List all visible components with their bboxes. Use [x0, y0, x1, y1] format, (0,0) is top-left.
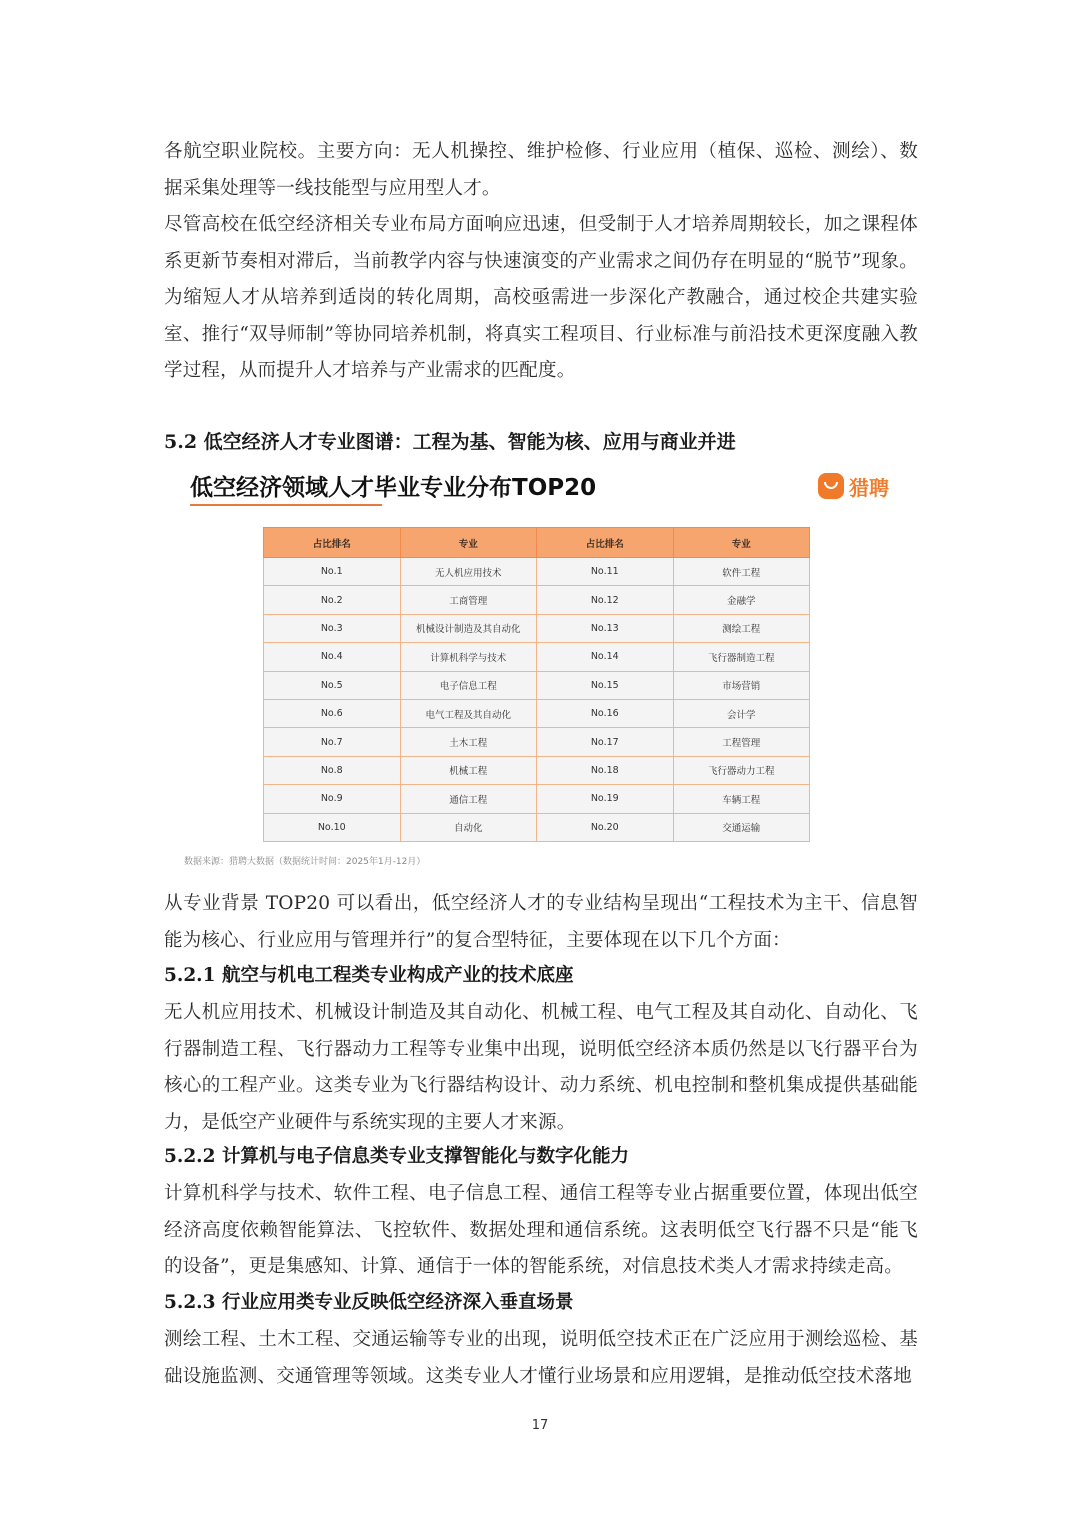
cell-rank-left: No.2	[264, 586, 401, 614]
table-row	[264, 699, 810, 727]
cell-rank-right: No.14	[537, 643, 674, 671]
header-major-right: 专业	[673, 528, 810, 558]
figure-title: 低空经济领域人才毕业专业分布TOP20	[190, 475, 597, 501]
table-row	[264, 614, 810, 642]
paragraph-vocational-colleges: 各航空职业院校。主要方向：无人机操控、维护检修、行业应用（植保、巡检、测绘）、数据采集处理等一线技能型与应用型人才。	[164, 141, 918, 199]
cell-major-left: 自动化	[400, 813, 537, 841]
cell-major-right: 交通运输	[673, 813, 810, 841]
paragraph-application-majors: 测绘工程、土木工程、交通运输等专业的出现，说明低空技术正在广泛应用于测绘巡检、基础设施监测、交通管理等领域。这类专业人才懂行业场景和应用逻辑，是推动低空技术落地	[164, 1329, 918, 1387]
cell-major-left: 电子信息工程	[400, 671, 537, 699]
table-row	[264, 728, 810, 756]
table-row	[264, 813, 810, 841]
cell-major-left: 机械工程	[400, 756, 537, 784]
liepin-logo-text: 猎聘	[849, 475, 889, 500]
cell-major-left: 计算机科学与技术	[400, 643, 537, 671]
paragraph-computing-majors: 计算机科学与技术、软件工程、电子信息工程、通信工程等专业占据重要位置，体现出低空经济高度依赖智能算法、飞控软件、数据处理和通信系统。这表明低空飞行器不只是“能飞的设备”，更是集感知、计算、通信于一体的智能系统，对信息技术类人才需求持续走高。	[164, 1183, 918, 1277]
cell-rank-left: No.4	[264, 643, 401, 671]
cell-rank-left: No.3	[264, 614, 401, 642]
figure-source-note: 数据来源：猎聘大数据（数据统计时间：2025年1月-12月）	[184, 857, 426, 867]
cell-major-left: 工商管理	[400, 586, 537, 614]
table-row	[264, 643, 810, 671]
cell-rank-right: No.13	[537, 614, 674, 642]
cell-major-right: 市场营销	[673, 671, 810, 699]
cell-rank-right: No.17	[537, 728, 674, 756]
paragraph-engineering-majors: 无人机应用技术、机械设计制造及其自动化、机械工程、电气工程及其自动化、自动化、飞行器制造工程、飞行器动力工程等专业集中出现，说明低空经济本质仍然是以飞行器平台为核心的工程产业。这类专业为飞行器结构设计、动力系统、机电控制和整机集成提供基础能力，是低空产业硬件与系统实现的主要人才来源。	[164, 1002, 918, 1133]
cell-rank-right: No.18	[537, 756, 674, 784]
table-header-row	[264, 528, 810, 558]
cell-major-right: 车辆工程	[673, 785, 810, 813]
cell-major-right: 软件工程	[673, 558, 810, 586]
cell-major-right: 飞行器制造工程	[673, 643, 810, 671]
section-heading-5-2: 5.2 低空经济人才专业图谱：工程为基、智能为核、应用与商业并进	[164, 431, 736, 453]
header-rank-right: 占比排名	[537, 528, 674, 558]
liepin-logo	[818, 470, 889, 502]
cell-major-right: 飞行器动力工程	[673, 756, 810, 784]
cell-rank-left: No.6	[264, 699, 401, 727]
cell-rank-left: No.1	[264, 558, 401, 586]
table-row	[264, 586, 810, 614]
table-row	[264, 558, 810, 586]
cell-rank-left: No.5	[264, 671, 401, 699]
cell-major-left: 电气工程及其自动化	[400, 699, 537, 727]
liepin-logo-icon	[818, 473, 844, 499]
cell-rank-right: No.16	[537, 699, 674, 727]
cell-major-right: 工程管理	[673, 728, 810, 756]
cell-major-right: 测绘工程	[673, 614, 810, 642]
figure-title-underline	[190, 504, 382, 506]
cell-rank-left: No.9	[264, 785, 401, 813]
table-row	[264, 756, 810, 784]
cell-rank-left: No.7	[264, 728, 401, 756]
header-rank-left: 占比排名	[264, 528, 401, 558]
table-row	[264, 671, 810, 699]
cell-rank-right: No.12	[537, 586, 674, 614]
cell-rank-right: No.20	[537, 813, 674, 841]
page-number: 17	[531, 1418, 549, 1433]
paragraph-university-gap: 尽管高校在低空经济相关专业布局方面响应迅速，但受制于人才培养周期较长，加之课程体系更新节奏相对滞后，当前教学内容与快速演变的产业需求之间仍存在明显的“脱节”现象。为缩短人才从培养到适岗的转化周期，高校亟需进一步深化产教融合，通过校企共建实验室、推行“双导师制”等协同培养机制，将真实工程项目、行业标准与前沿技术更深度融入教学过程，从而提升人才培养与产业需求的匹配度。	[164, 214, 918, 381]
cell-rank-right: No.19	[537, 785, 674, 813]
subsection-heading-5-2-2: 5.2.2 计算机与电子信息类专业支撑智能化与数字化能力	[164, 1146, 629, 1167]
header-major-left: 专业	[400, 528, 537, 558]
cell-major-left: 无人机应用技术	[400, 558, 537, 586]
cell-major-left: 机械设计制造及其自动化	[400, 614, 537, 642]
cell-major-left: 土木工程	[400, 728, 537, 756]
table-row	[264, 785, 810, 813]
cell-rank-right: No.15	[537, 671, 674, 699]
cell-major-right: 金融学	[673, 586, 810, 614]
subsection-heading-5-2-3: 5.2.3 行业应用类专业反映低空经济深入垂直场景	[164, 1292, 574, 1313]
paragraph-top20-summary: 从专业背景 TOP20 可以看出，低空经济人才的专业结构呈现出“工程技术为主干、信息智能为核心、行业应用与管理并行”的复合型特征，主要体现在以下几个方面：	[164, 893, 918, 951]
major-ranking-table	[263, 527, 810, 842]
cell-major-right: 会计学	[673, 699, 810, 727]
subsection-heading-5-2-1: 5.2.1 航空与机电工程类专业构成产业的技术底座	[164, 965, 574, 986]
cell-rank-right: No.11	[537, 558, 674, 586]
cell-major-left: 通信工程	[400, 785, 537, 813]
cell-rank-left: No.8	[264, 756, 401, 784]
cell-rank-left: No.10	[264, 813, 401, 841]
